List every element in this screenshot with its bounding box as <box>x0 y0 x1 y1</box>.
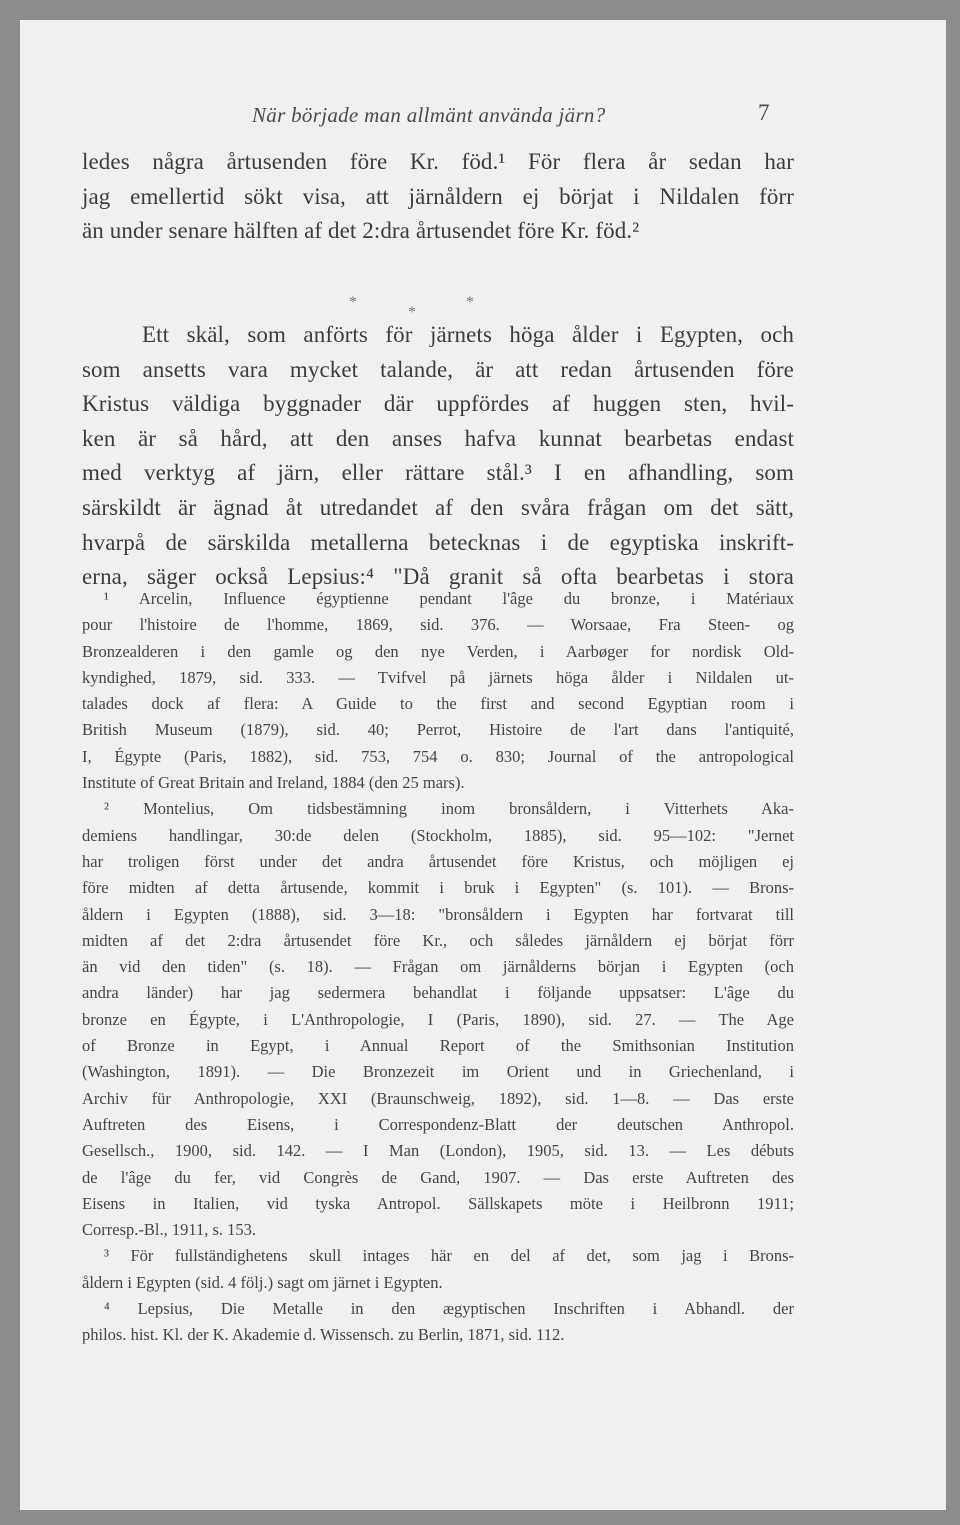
footnote-line: de l'âge du fer, vid Congrès de Gand, 1907. — Das erste Auftreten des <box>82 1167 794 1187</box>
footnote-line: ⁴ Lepsius, Die Metalle in den ægyptischen Inschriften i Abhandl. der <box>104 1299 794 1319</box>
footnote-line: Gesellsch., 1900, sid. 142. — I Man (London), 1905, sid. 13. — Les débuts <box>82 1141 794 1161</box>
text-line: särskildt är ägnad åt utredandet af den svåra frågan om det sätt, <box>82 494 794 520</box>
text-line: ledes några årtusenden före Kr. föd.¹ För flera år sedan har <box>82 149 794 174</box>
footnote-line: kyndighed, 1879, sid. 333. — Tvifvel på järnets höga ålder i Nildalen ut- <box>82 667 794 687</box>
running-title: När började man allmänt använda järn? <box>252 103 606 127</box>
footnote-line: andra länder) har jag sedermera behandlat i följande uppsatser: L'âge du <box>82 983 794 1003</box>
text-line: hvarpå de särskilda metallerna betecknas i de egyptiska inskrift- <box>82 529 794 555</box>
text-line: Kristus väldiga byggnader där uppfördes af huggen sten, hvil- <box>82 391 794 417</box>
asterisk-mark: * <box>349 294 357 311</box>
footnote-line: än vid den tiden" (s. 18). — Frågan om järnålderns början i Egypten (och <box>82 957 794 977</box>
paragraph-main <box>82 318 794 595</box>
asterisk-mark: * <box>466 294 474 311</box>
footnote-line: ¹ Arcelin, Influence égyptienne pendant l'âge du bronze, i Matériaux <box>104 589 794 608</box>
footnote-line: har troligen först under det andra årtusendet före Kristus, och möjligen ej <box>82 851 794 871</box>
footnote-line: midten af det 2:dra årtusendet före Kr., och således järnåldern ej börjat förr <box>82 930 794 950</box>
footnote-line: British Museum (1879), sid. 40; Perrot, Histoire de l'art dans l'antiquité, <box>82 720 794 740</box>
text-line: med verktyg af järn, eller rättare stål.³ I en afhandling, som <box>82 460 794 486</box>
book-page <box>20 20 946 1510</box>
text-line: ken är så hård, att den anses hafva kunnat bearbetas endast <box>82 425 794 451</box>
footnote-line: ² Montelius, Om tidsbestämning inom bronsåldern, i Vitterhets Aka- <box>104 799 794 819</box>
footnote-line: talades dock af flera: A Guide to the first and second Egyptian room i <box>82 694 794 714</box>
footnote-line: (Washington, 1891). — Die Bronzezeit im Orient und in Griechenland, i <box>82 1062 794 1082</box>
text-line: som ansetts vara mycket talande, är att redan årtusenden före <box>82 356 794 382</box>
text-line: erna, säger också Lepsius:⁴ "Då granit så ofta bearbetas i stora <box>82 564 794 590</box>
footnote-line: Auftreten des Eisens, i Correspondenz-Blatt der deutschen Anthropol. <box>82 1114 794 1134</box>
footnote-line: bronze en Égypte, i L'Anthropologie, I (Paris, 1890), sid. 27. — The Age <box>82 1009 794 1029</box>
text-line: jag emellertid sökt visa, att järnåldern ej börjat i Nildalen förr <box>82 183 794 209</box>
footnote-line: före midten af detta årtusende, kommit i bruk i Egypten" (s. 101). — Brons- <box>82 878 794 898</box>
footnote-line: åldern i Egypten (sid. 4 följ.) sagt om järnet i Egypten. <box>82 1272 443 1292</box>
paragraph-continuation <box>82 145 794 249</box>
footnote-line: Institute of Great Britain and Ireland, 1884 (den 25 mars). <box>82 773 465 793</box>
footnote-line: Corresp.-Bl., 1911, s. 153. <box>82 1220 257 1240</box>
footnote-line: Bronzealderen i den gamle og den nye Verden, i Aarbøger for nordisk Old- <box>82 641 794 661</box>
footnote-line: demiens handlingar, 30:de delen (Stockholm, 1885), sid. 95—102: "Jernet <box>82 825 794 845</box>
footnote-line: philos. hist. Kl. der K. Akademie d. Wissensch. zu Berlin, 1871, sid. 112. <box>82 1325 565 1345</box>
text-line: än under senare hälften af det 2:dra årtusendet före Kr. föd.² <box>82 218 640 244</box>
footnote-line: pour l'histoire de l'homme, 1869, sid. 376. — Worsaae, Fra Steen- og <box>82 615 794 635</box>
footnote-line: I, Égypte (Paris, 1882), sid. 753, 754 o. 830; Journal of the antropological <box>82 746 794 766</box>
footnote-line: of Bronze in Egypt, i Annual Report of the Smithsonian Institution <box>82 1036 794 1056</box>
page-number: 7 <box>758 100 770 125</box>
asterisk-mark: * <box>408 304 416 321</box>
footnotes <box>82 586 794 1349</box>
footnote-line: ³ För fullständighetens skull intages här en del af det, som jag i Brons- <box>104 1246 794 1266</box>
text-line: Ett skäl, som anförts för järnets höga ålder i Egypten, och <box>142 322 794 347</box>
footnote-line: Archiv für Anthropologie, XXI (Braunschweig, 1892), sid. 1—8. — Das erste <box>82 1088 794 1108</box>
footnote-line: Eisens in Italien, vid tyska Antropol. Sällskapets möte i Heilbronn 1911; <box>82 1193 794 1213</box>
footnote-line: åldern i Egypten (1888), sid. 3—18: "bronsåldern i Egypten har fortvarat till <box>82 904 794 924</box>
